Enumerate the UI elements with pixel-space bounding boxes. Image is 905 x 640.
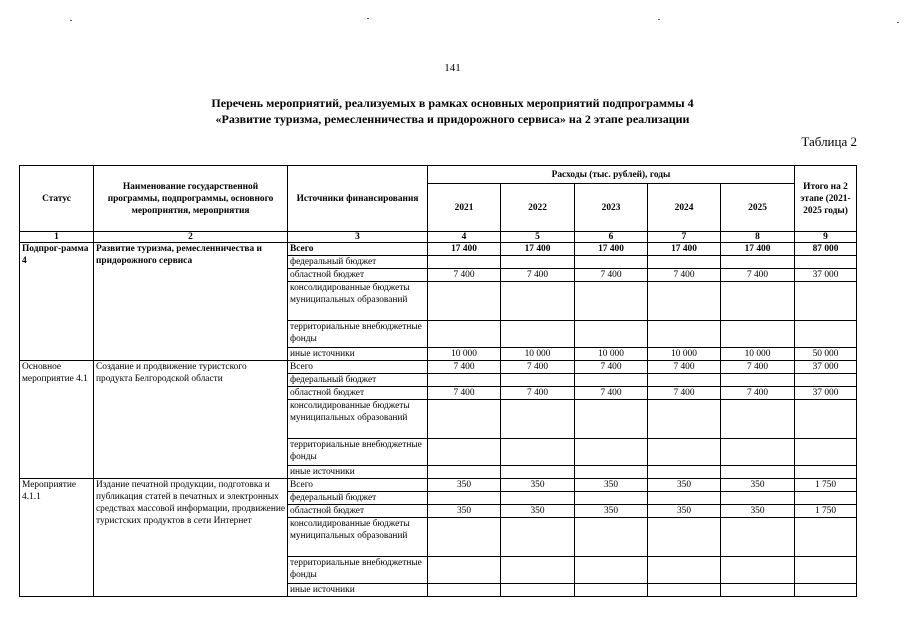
source-territorial: территориальные внебюджетные фонды (288, 557, 428, 584)
value-cell: 7 400 (501, 269, 575, 282)
total-cell: 1 750 (795, 505, 857, 518)
total-cell (795, 282, 857, 321)
value-cell: 10 000 (575, 348, 648, 361)
column-number: 1 (20, 232, 94, 243)
value-cell (575, 374, 648, 387)
value-cell (721, 518, 795, 557)
name-cell: Издание печатной продукции, подготовка и публикация статей в печатных и электронных средствах массовой информации, продвижение туристских продуктов в сети Интернет (94, 479, 288, 597)
header-year-2021: 2021 (428, 184, 501, 232)
total-cell: 50 000 (795, 348, 857, 361)
column-number: 3 (288, 232, 428, 243)
value-cell (428, 282, 501, 321)
source-municipal: консолидированные бюджеты муниципальных образований (288, 282, 428, 321)
value-cell: 7 400 (648, 269, 721, 282)
value-cell (721, 374, 795, 387)
value-cell: 350 (428, 505, 501, 518)
header-year-2023: 2023 (575, 184, 648, 232)
title-line-1: Перечень мероприятий, реализуемых в рамках основных мероприятий подпрограммы 4 (211, 96, 694, 110)
total-cell (795, 256, 857, 269)
value-cell (428, 584, 501, 597)
value-cell: 10 000 (648, 348, 721, 361)
column-numbers-row (20, 232, 857, 243)
value-cell (648, 374, 721, 387)
value-cell: 17 400 (428, 243, 501, 256)
value-cell (721, 492, 795, 505)
header-name: Наименование государственной программы, подпрограммы, основного мероприятия, мероприятия (94, 166, 288, 232)
activities-table (19, 165, 857, 597)
value-cell: 17 400 (575, 243, 648, 256)
value-cell: 7 400 (501, 387, 575, 400)
value-cell (575, 584, 648, 597)
name-cell: Развитие туризма, ремесленничества и придорожного сервиса (94, 243, 288, 361)
value-cell (575, 321, 648, 348)
page-number: 141 (444, 62, 461, 74)
value-cell (501, 518, 575, 557)
source-all: Всего (288, 479, 428, 492)
value-cell (575, 518, 648, 557)
value-cell: 7 400 (575, 361, 648, 374)
value-cell (575, 466, 648, 479)
scan-speck (70, 20, 72, 21)
value-cell: 350 (648, 505, 721, 518)
value-cell: 10 000 (721, 348, 795, 361)
value-cell (575, 439, 648, 466)
value-cell (721, 466, 795, 479)
column-number: 7 (648, 232, 721, 243)
title-line-2: «Развитие туризма, ремесленничества и придорожного сервиса» на 2 этапе реализации (215, 112, 690, 126)
value-cell (428, 439, 501, 466)
name-cell: Создание и продвижение туристского продукта Белгородской области (94, 361, 288, 479)
column-number: 8 (721, 232, 795, 243)
value-cell: 10 000 (501, 348, 575, 361)
column-number: 6 (575, 232, 648, 243)
total-cell (795, 321, 857, 348)
value-cell (721, 321, 795, 348)
value-cell (501, 256, 575, 269)
header-sources: Источники финансирования (288, 166, 428, 232)
value-cell (648, 282, 721, 321)
value-cell: 7 400 (721, 269, 795, 282)
total-cell (795, 518, 857, 557)
value-cell: 17 400 (501, 243, 575, 256)
column-number: 5 (501, 232, 575, 243)
column-number: 2 (94, 232, 288, 243)
scan-speck (658, 19, 660, 20)
value-cell (721, 256, 795, 269)
value-cell: 10 000 (428, 348, 501, 361)
source-municipal: консолидированные бюджеты муниципальных образований (288, 400, 428, 439)
table-row (20, 361, 857, 374)
value-cell (501, 466, 575, 479)
value-cell: 350 (575, 479, 648, 492)
value-cell (721, 400, 795, 439)
value-cell (575, 557, 648, 584)
source-other: иные источники (288, 466, 428, 479)
value-cell (501, 374, 575, 387)
source-other: иные источники (288, 584, 428, 597)
column-number: 9 (795, 232, 857, 243)
total-cell (795, 400, 857, 439)
source-federal: федеральный бюджет (288, 374, 428, 387)
value-cell (501, 584, 575, 597)
value-cell: 7 400 (575, 387, 648, 400)
value-cell (648, 400, 721, 439)
source-regional: областной бюджет (288, 387, 428, 400)
source-other: иные источники (288, 348, 428, 361)
total-cell (795, 492, 857, 505)
header-status: Статус (20, 166, 94, 232)
value-cell (648, 466, 721, 479)
value-cell (648, 518, 721, 557)
value-cell (575, 282, 648, 321)
value-cell (501, 439, 575, 466)
total-cell: 37 000 (795, 269, 857, 282)
table-row (20, 243, 857, 256)
value-cell (648, 557, 721, 584)
total-cell (795, 557, 857, 584)
source-territorial: территориальные внебюджетные фонды (288, 439, 428, 466)
header-total: Итого на 2 этапе (2021-2025 годы) (795, 166, 857, 232)
value-cell (648, 321, 721, 348)
column-number: 4 (428, 232, 501, 243)
value-cell (501, 492, 575, 505)
total-cell (795, 439, 857, 466)
table-row (20, 479, 857, 492)
value-cell: 350 (501, 479, 575, 492)
header-expenses: Расходы (тыс. рублей), годы (428, 166, 795, 184)
value-cell: 350 (428, 479, 501, 492)
source-federal: федеральный бюджет (288, 256, 428, 269)
value-cell: 7 400 (648, 387, 721, 400)
total-cell (795, 584, 857, 597)
value-cell: 350 (648, 479, 721, 492)
value-cell (721, 557, 795, 584)
total-cell: 87 000 (795, 243, 857, 256)
status-cell: Подпрог-рамма 4 (20, 243, 94, 361)
value-cell (428, 400, 501, 439)
value-cell (575, 256, 648, 269)
value-cell (648, 492, 721, 505)
value-cell: 350 (501, 505, 575, 518)
source-all: Всего (288, 361, 428, 374)
value-cell: 350 (575, 505, 648, 518)
value-cell: 7 400 (428, 269, 501, 282)
value-cell (648, 256, 721, 269)
value-cell (428, 321, 501, 348)
source-regional: областной бюджет (288, 269, 428, 282)
value-cell: 7 400 (428, 387, 501, 400)
source-federal: федеральный бюджет (288, 492, 428, 505)
header-year-2024: 2024 (648, 184, 721, 232)
total-cell: 1 750 (795, 479, 857, 492)
status-cell: Основное мероприятие 4.1 (20, 361, 94, 479)
value-cell (428, 557, 501, 584)
value-cell: 17 400 (721, 243, 795, 256)
total-cell (795, 374, 857, 387)
value-cell: 7 400 (648, 361, 721, 374)
value-cell (648, 439, 721, 466)
value-cell (501, 557, 575, 584)
value-cell (721, 584, 795, 597)
header-year-2022: 2022 (501, 184, 575, 232)
total-cell: 37 000 (795, 387, 857, 400)
value-cell: 7 400 (501, 361, 575, 374)
scan-speck (367, 18, 369, 19)
value-cell: 17 400 (648, 243, 721, 256)
header-year-2025: 2025 (721, 184, 795, 232)
source-all: Всего (288, 243, 428, 256)
value-cell (428, 518, 501, 557)
value-cell: 7 400 (721, 361, 795, 374)
total-cell (795, 466, 857, 479)
value-cell: 350 (721, 479, 795, 492)
source-territorial: территориальные внебюджетные фонды (288, 321, 428, 348)
value-cell (501, 321, 575, 348)
value-cell: 350 (721, 505, 795, 518)
value-cell (501, 282, 575, 321)
source-regional: областной бюджет (288, 505, 428, 518)
value-cell (721, 439, 795, 466)
value-cell (575, 400, 648, 439)
value-cell: 7 400 (721, 387, 795, 400)
value-cell (428, 256, 501, 269)
value-cell (501, 400, 575, 439)
table-label: Таблица 2 (801, 134, 857, 149)
value-cell (575, 492, 648, 505)
value-cell (428, 374, 501, 387)
document-title (120, 95, 785, 127)
value-cell (721, 282, 795, 321)
status-cell: Мероприятие 4.1.1 (20, 479, 94, 597)
source-municipal: консолидированные бюджеты муниципальных образований (288, 518, 428, 557)
value-cell (428, 492, 501, 505)
value-cell: 7 400 (428, 361, 501, 374)
scan-speck (897, 22, 899, 23)
value-cell: 7 400 (575, 269, 648, 282)
total-cell: 37 000 (795, 361, 857, 374)
value-cell (428, 466, 501, 479)
value-cell (648, 584, 721, 597)
